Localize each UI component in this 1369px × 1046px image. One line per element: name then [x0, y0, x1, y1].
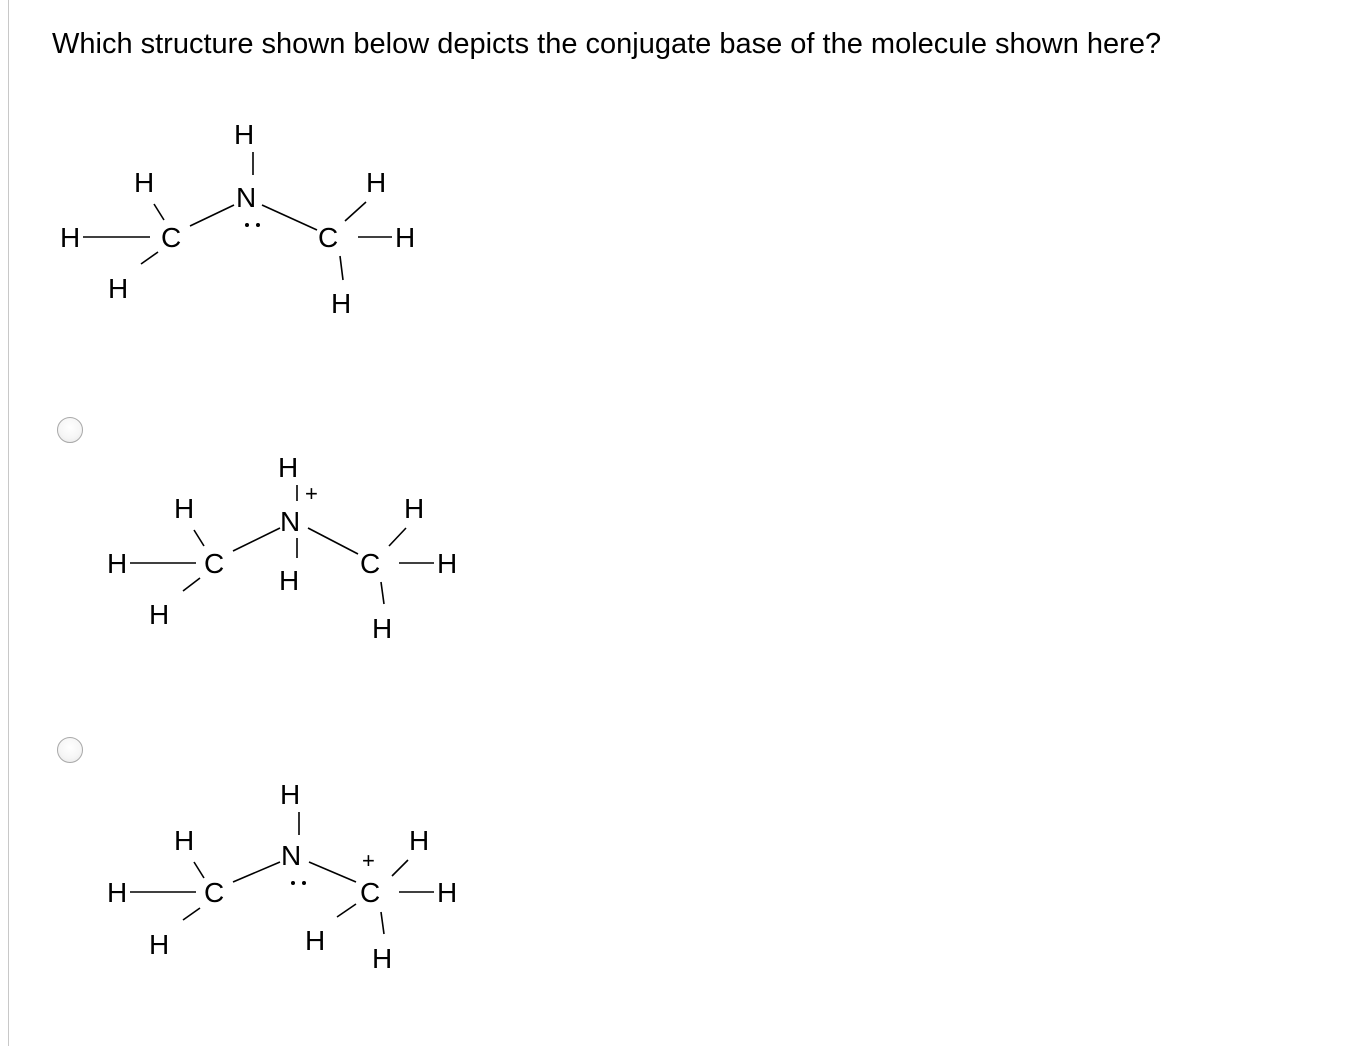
atom-h: H — [149, 599, 170, 630]
lone-pair-dot — [291, 881, 295, 885]
atom-c: C — [204, 877, 225, 908]
bond — [233, 862, 280, 882]
atom-h: H — [278, 452, 299, 483]
atom-c: C — [161, 222, 182, 253]
bond — [337, 904, 356, 917]
bond — [392, 860, 408, 876]
atom-h: H — [437, 877, 458, 908]
atom-c: C — [360, 877, 381, 908]
bond — [381, 912, 384, 934]
atom-c: C — [360, 548, 381, 579]
atom-h: H — [108, 273, 129, 304]
atom-n: N — [280, 506, 301, 537]
atom-h: H — [305, 925, 326, 956]
atom-h: H — [372, 613, 393, 644]
atom-h: H — [395, 222, 416, 253]
atom-h: H — [107, 877, 128, 908]
atom-c: C — [318, 222, 339, 253]
atom-h: H — [372, 943, 393, 974]
atom-h: H — [331, 288, 352, 319]
question-text: Which structure shown below depicts the conjugate base of the molecule shown here? — [52, 28, 1162, 60]
atom-h: H — [409, 825, 430, 856]
charge-plus: + — [305, 481, 318, 506]
atom-h: H — [279, 565, 300, 596]
atom-c: C — [204, 548, 225, 579]
atom-h: H — [149, 929, 170, 960]
atom-h: H — [134, 167, 155, 198]
atom-h: H — [174, 493, 195, 524]
lone-pair-dot — [302, 881, 306, 885]
bond — [194, 862, 204, 878]
charge-plus: + — [362, 848, 375, 873]
bond — [183, 908, 200, 920]
atom-h: H — [174, 825, 195, 856]
bond — [309, 862, 356, 882]
atom-h: H — [234, 119, 255, 150]
atom-n: N — [236, 182, 257, 213]
atom-h: H — [437, 548, 458, 579]
atom-n: N — [281, 840, 302, 871]
atom-h: H — [366, 167, 387, 198]
atom-h: H — [107, 548, 128, 579]
atom-h: H — [404, 493, 425, 524]
atom-h: H — [60, 222, 81, 253]
atom-h: H — [280, 779, 301, 810]
